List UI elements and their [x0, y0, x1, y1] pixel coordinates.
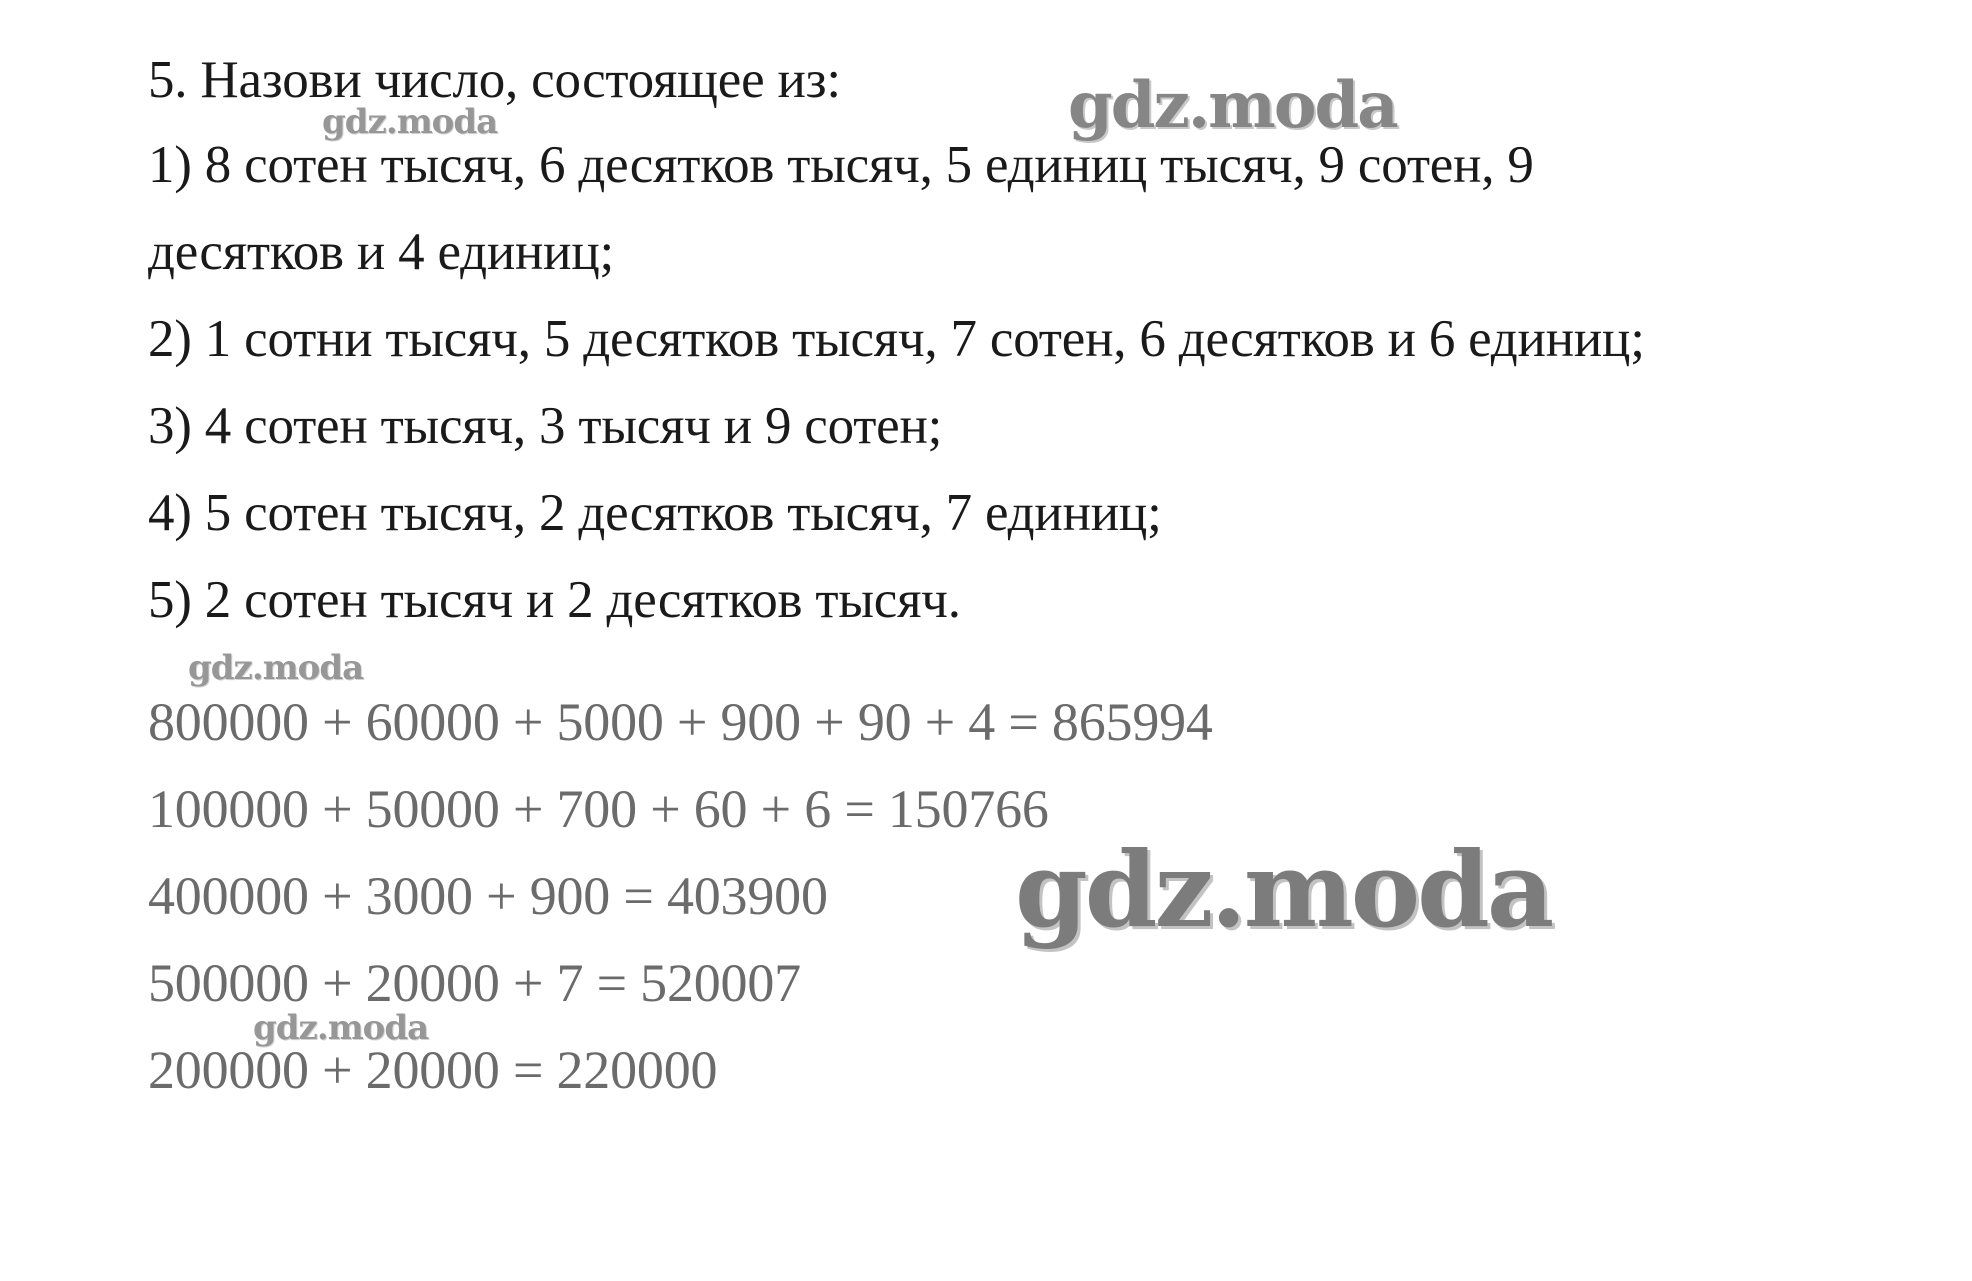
watermark-logo: gdz.moda: [1015, 828, 1552, 951]
watermark-logo: gdz.moda: [1068, 68, 1397, 143]
task-item-1-continuation: десятков и 4 единиц;: [148, 223, 615, 281]
task-item-3: 3) 4 сотен тысяч, 3 тысяч и 9 сотен;: [148, 397, 943, 455]
task-item-2: 2) 1 сотни тысяч, 5 десятков тысяч, 7 сотен, 6 десятков и 6 единиц;: [148, 310, 1645, 368]
answer-1: 800000 + 60000 + 5000 + 900 + 90 + 4 = 865994: [148, 692, 1213, 752]
answer-5: 200000 + 20000 = 220000: [148, 1040, 718, 1100]
task-item-5: 5) 2 сотен тысяч и 2 десятков тысяч.: [148, 571, 961, 629]
watermark-logo: gdz.moda: [253, 1008, 429, 1048]
answer-3: 400000 + 3000 + 900 = 403900: [148, 866, 828, 926]
task-item-4: 4) 5 сотен тысяч, 2 десятков тысяч, 7 единиц;: [148, 484, 1162, 542]
task-heading: 5. Назови число, состоящее из:: [148, 51, 841, 109]
watermark-logo: gdz.moda: [322, 102, 498, 142]
answer-2: 100000 + 50000 + 700 + 60 + 6 = 150766: [148, 779, 1049, 839]
task-item-1: 1) 8 сотен тысяч, 6 десятков тысяч, 5 единиц тысяч, 9 сотен, 9: [148, 136, 1534, 194]
watermark-logo: gdz.moda: [188, 648, 364, 688]
answer-4: 500000 + 20000 + 7 = 520007: [148, 953, 801, 1013]
